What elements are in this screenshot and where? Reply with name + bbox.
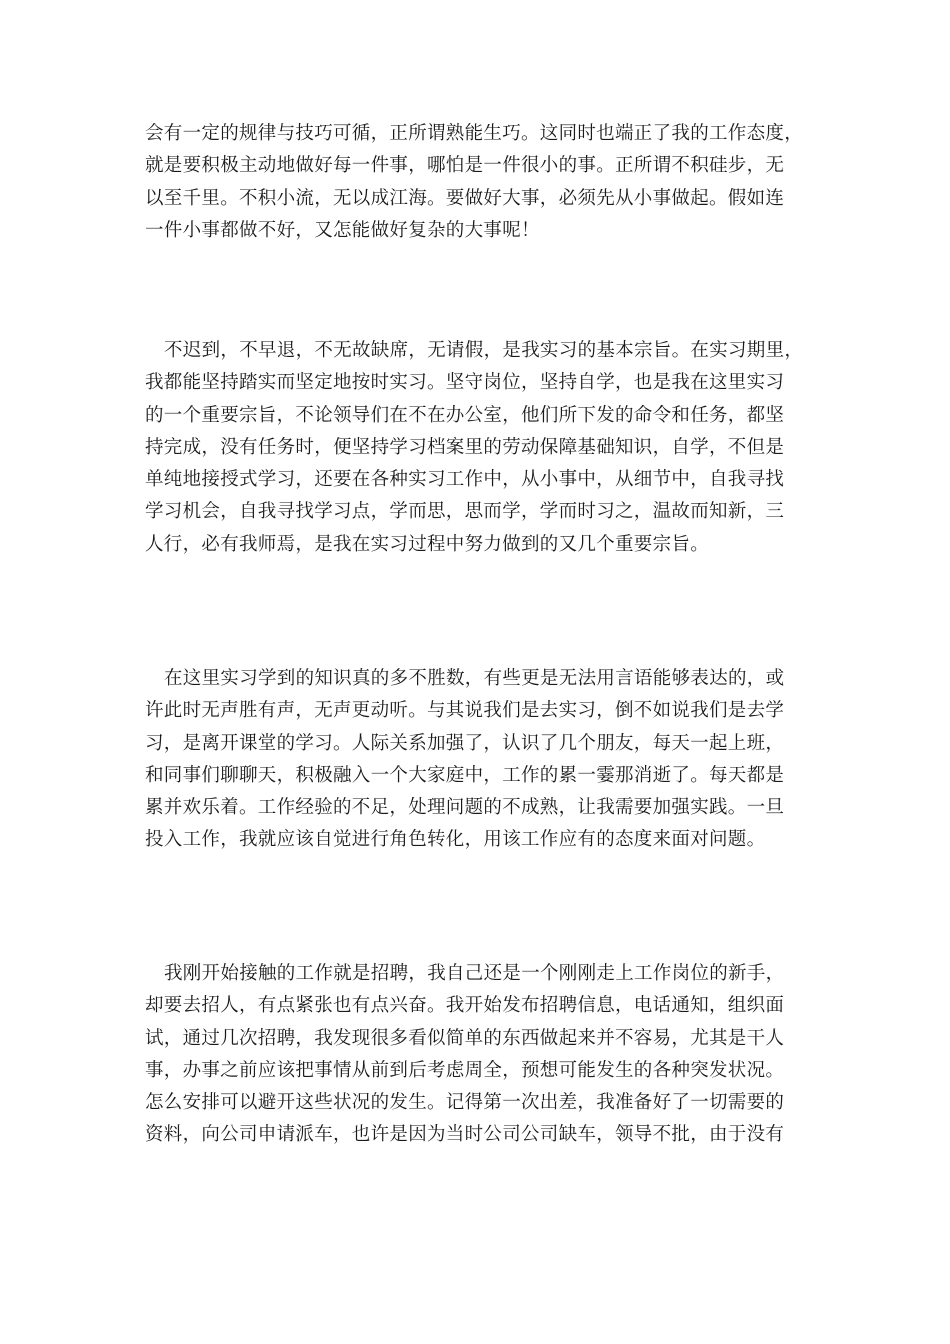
text-line: 单纯地接授式学习，还要在各种实习工作中，从小事中，从细节中，自我寻找 [145, 469, 785, 491]
text-line: 资料，向公司申请派车，也许是因为当时公司公司缺车，领导不批，由于没有 [145, 1124, 785, 1146]
text-line: 和同事们聊聊天，积极融入一个大家庭中，工作的累一霎那消逝了。每天都是 [145, 764, 785, 786]
text-line: 就是要积极主动地做好每一件事，哪怕是一件很小的事。正所谓不积硅步，无 [145, 155, 785, 177]
paragraph-1 [145, 118, 803, 247]
paragraph-4 [145, 958, 784, 1152]
text-line: 许此时无声胜有声，无声更动听。与其说我们是去实习，倒不如说我们是去学 [145, 700, 785, 722]
text-line: 在这里实习学到的知识真的多不胜数，有些更是无法用言语能够表达的，或 [164, 668, 785, 689]
text-line: 累并欢乐着。工作经验的不足，处理问题的不成熟，让我需要加强实践。一旦 [145, 797, 785, 819]
paragraph-3 [145, 663, 784, 857]
text-line: 的一个重要宗旨，不论领导们在不在办公室，他们所下发的命令和任务，都坚 [145, 404, 785, 426]
text-line: 会有一定的规律与技巧可循，正所谓熟能生巧。这同时也端正了我的工作态度， [145, 123, 804, 144]
text-line: 却要去招人，有点紧张也有点兴奋。我开始发布招聘信息，电话通知，组织面 [145, 995, 785, 1017]
text-line: 习，是离开课堂的学习。人际关系加强了，认识了几个朋友，每天一起上班， [145, 732, 785, 754]
text-line: 持完成，没有任务时，便坚持学习档案里的劳动保障基础知识，自学，不但是 [145, 436, 785, 458]
text-line: 我都能坚持踏实而坚定地按时实习。坚守岗位，坚持自学，也是我在这里实习 [145, 372, 785, 394]
text-line: 我刚开始接触的工作就是招聘，我自己还是一个刚刚走上工作岗位的新手， [164, 963, 785, 984]
text-line: 以至千里。不积小流，无以成江海。要做好大事，必须先从小事做起。假如连 [145, 187, 785, 209]
text-line: 人行，必有我师焉，是我在实习过程中努力做到的又几个重要宗旨。 [145, 533, 710, 555]
text-line: 怎么安排可以避开这些状况的发生。记得第一次出差，我准备好了一切需要的 [145, 1092, 785, 1114]
text-line: 事，办事之前应该把事情从前到后考虑周全，预想可能发生的各种突发状况。 [145, 1059, 785, 1081]
text-line: 学习机会，自我寻找学习点，学而思，思而学，学而时习之，温故而知新，三 [145, 501, 785, 523]
text-line: 投入工作，我就应该自觉进行角色转化，用该工作应有的态度来面对问题。 [145, 829, 766, 851]
paragraph-2 [145, 335, 803, 561]
text-line: 不迟到，不早退，不无故缺席，无请假，是我实习的基本宗旨。在实习期里， [164, 340, 804, 361]
text-line: 一件小事都做不好，又怎能做好复杂的大事呢！ [145, 219, 540, 241]
text-line: 试，通过几次招聘，我发现很多看似简单的东西做起来并不容易，尤其是干人 [145, 1027, 785, 1049]
